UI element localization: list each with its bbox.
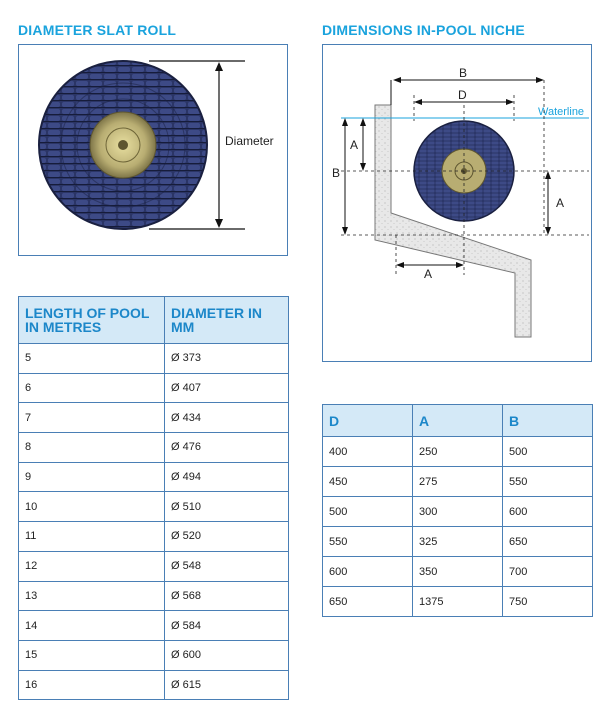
- label-a-bottom: A: [424, 267, 433, 281]
- header-length: LENGTH OF POOL IN METRES: [19, 297, 165, 344]
- cell-a: 350: [413, 557, 503, 587]
- cell-a: 1375: [413, 587, 503, 617]
- slat-roll-figure: [18, 44, 288, 256]
- cell-b: 750: [503, 587, 593, 617]
- cell-diameter: Ø 476: [165, 433, 289, 463]
- cell-b: 650: [503, 527, 593, 557]
- cell-length: 12: [19, 551, 165, 581]
- label-a-left: A: [350, 138, 359, 152]
- table-header-row: [19, 297, 289, 344]
- cell-b: 700: [503, 557, 593, 587]
- header-d: D: [323, 405, 413, 437]
- cell-length: 13: [19, 581, 165, 611]
- table-row: [323, 467, 593, 497]
- cell-length: 10: [19, 492, 165, 522]
- cell-d: 600: [323, 557, 413, 587]
- cell-diameter: Ø 434: [165, 403, 289, 433]
- header-a: A: [413, 405, 503, 437]
- cell-length: 9: [19, 462, 165, 492]
- table-row: [19, 433, 289, 463]
- table-header-row: [323, 405, 593, 437]
- cell-length: 8: [19, 433, 165, 463]
- cell-a: 250: [413, 437, 503, 467]
- table-row: [19, 611, 289, 641]
- cell-diameter: Ø 548: [165, 551, 289, 581]
- cell-diameter: Ø 600: [165, 640, 289, 670]
- cell-length: 14: [19, 611, 165, 641]
- niche-figure: [322, 44, 592, 362]
- cell-b: 600: [503, 497, 593, 527]
- table-row: [19, 522, 289, 552]
- cell-diameter: Ø 494: [165, 462, 289, 492]
- table-row: [323, 497, 593, 527]
- cell-length: 7: [19, 403, 165, 433]
- table-row: [323, 557, 593, 587]
- cell-diameter: Ø 520: [165, 522, 289, 552]
- slat-roll: [39, 61, 207, 229]
- cell-a: 300: [413, 497, 503, 527]
- table-row: [323, 527, 593, 557]
- table-row: [323, 437, 593, 467]
- cell-diameter: Ø 373: [165, 344, 289, 374]
- slat-roll-drawing: [19, 45, 289, 257]
- niche-drawing: [323, 45, 593, 363]
- cell-diameter: Ø 584: [165, 611, 289, 641]
- cell-length: 11: [19, 522, 165, 552]
- cell-d: 450: [323, 467, 413, 497]
- table-row: [19, 403, 289, 433]
- cell-d: 550: [323, 527, 413, 557]
- table-row: [19, 670, 289, 700]
- cell-diameter: Ø 407: [165, 373, 289, 403]
- table-row: [323, 587, 593, 617]
- header-diameter: DIAMETER IN MM: [165, 297, 289, 344]
- waterline-label: Waterline: [538, 106, 585, 118]
- cell-b: 500: [503, 437, 593, 467]
- table-row: [19, 551, 289, 581]
- slat-roll-title: DIAMETER SLAT ROLL: [18, 22, 177, 38]
- cell-length: 15: [19, 640, 165, 670]
- pool-length-table: [18, 296, 289, 700]
- cell-b: 550: [503, 467, 593, 497]
- cell-length: 5: [19, 344, 165, 374]
- cell-a: 275: [413, 467, 503, 497]
- cell-d: 500: [323, 497, 413, 527]
- label-b-left: B: [332, 166, 341, 180]
- cell-d: 400: [323, 437, 413, 467]
- table-row: [19, 640, 289, 670]
- niche-title: DIMENSIONS IN-POOL NICHE: [322, 22, 525, 38]
- label-a-right: A: [556, 196, 565, 210]
- table-row: [19, 373, 289, 403]
- cell-a: 325: [413, 527, 503, 557]
- table-row: [19, 344, 289, 374]
- cell-diameter: Ø 568: [165, 581, 289, 611]
- cell-length: 6: [19, 373, 165, 403]
- table-row: [19, 581, 289, 611]
- label-b-top: B: [459, 66, 468, 80]
- cell-diameter: Ø 510: [165, 492, 289, 522]
- table-row: [19, 462, 289, 492]
- cell-d: 650: [323, 587, 413, 617]
- label-d: D: [458, 88, 467, 102]
- header-b: B: [503, 405, 593, 437]
- diameter-label: Diameter: [225, 134, 274, 148]
- cell-length: 16: [19, 670, 165, 700]
- cell-diameter: Ø 615: [165, 670, 289, 700]
- niche-dimension-table: [322, 404, 593, 617]
- table-row: [19, 492, 289, 522]
